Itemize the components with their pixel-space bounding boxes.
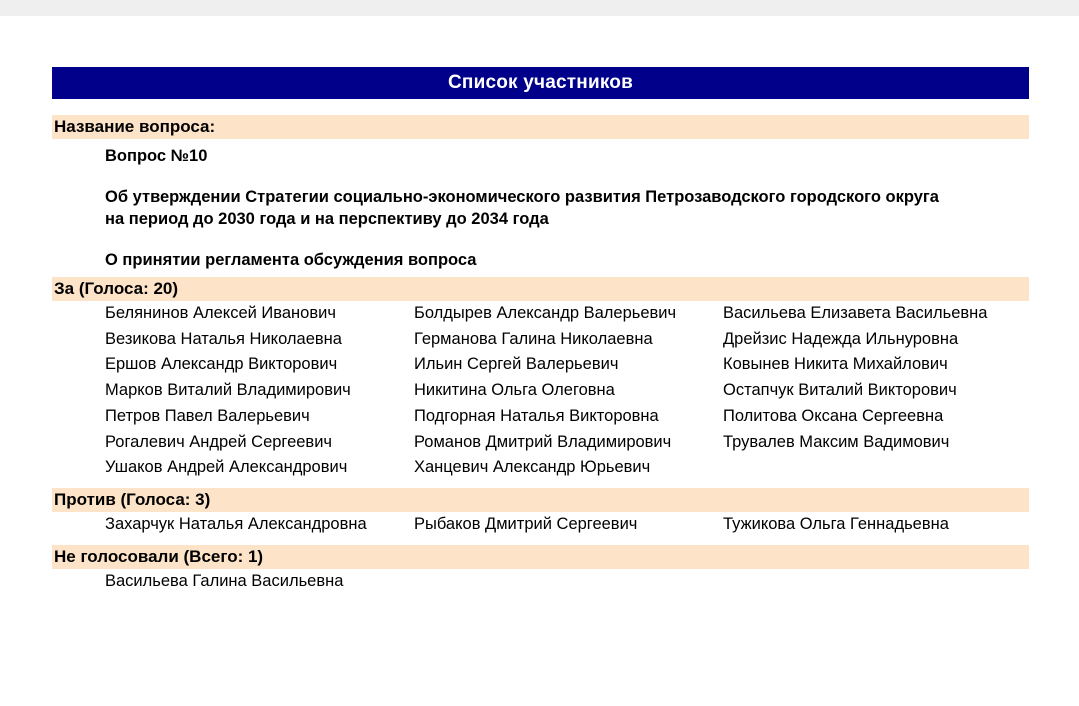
participant-name: Германова Галина Николаевна — [414, 329, 653, 348]
top-strip — [0, 0, 1079, 16]
participant-name: Трувалев Максим Вадимович — [723, 432, 950, 451]
participant-name: Рогалевич Андрей Сергеевич — [105, 432, 333, 451]
participant-name: Марков Виталий Владимирович — [105, 381, 351, 400]
participant-name: Ершов Александр Викторович — [105, 355, 338, 374]
not-voted-list — [52, 569, 1029, 595]
participant-name: Ушаков Андрей Александрович — [105, 458, 348, 477]
question-title — [105, 186, 1029, 230]
participant-name: Ильин Сергей Валерьевич — [414, 355, 619, 374]
participant-name: Рыбаков Дмитрий Сергеевич — [414, 514, 638, 533]
participant-name: Захарчук Наталья Александровна — [105, 514, 367, 533]
participant-name: Остапчук Виталий Викторович — [723, 381, 957, 400]
question-number: Вопрос №10 — [105, 147, 208, 165]
votes-against-list — [52, 512, 1029, 538]
votes-for-list — [52, 301, 1029, 481]
participants-document — [52, 67, 1029, 594]
participant-name: Болдырев Александр Валерьевич — [414, 304, 677, 322]
question-reglament: О принятии регламента обсуждения вопроса — [105, 251, 477, 269]
participant-name: Никитина Ольга Олеговна — [414, 381, 615, 400]
question-title-line: на период до 2030 года и на перспективу до 2034 года — [105, 210, 549, 228]
question-block — [52, 145, 1029, 271]
participant-name: Везикова Наталья Николаевна — [105, 329, 342, 348]
question-section-header: Название вопроса: — [52, 115, 1029, 139]
participant-name: Васильева Елизавета Васильевна — [723, 304, 988, 322]
not-voted-header: Не голосовали (Всего: 1) — [52, 545, 1029, 569]
participant-name: Политова Оксана Сергеевна — [723, 406, 944, 425]
question-title-line: Об утверждении Стратегии социально-экономического развития Петрозаводского городского округа — [105, 188, 939, 206]
participant-name: Романов Дмитрий Владимирович — [414, 432, 672, 451]
participant-name: Ханцевич Александр Юрьевич — [414, 458, 651, 477]
participant-name: Ковынев Никита Михайлович — [723, 355, 948, 374]
participant-name: Васильева Галина Васильевна — [105, 571, 344, 590]
participant-name: Тужикова Ольга Геннадьевна — [723, 514, 949, 533]
participant-name: Дрейзис Надежда Ильнуровна — [723, 329, 959, 348]
participant-name: Подгорная Наталья Викторовна — [414, 406, 659, 425]
document-title: Список участников — [52, 67, 1029, 99]
participant-name: Петров Павел Валерьевич — [105, 406, 310, 425]
votes-for-header: За (Голоса: 20) — [52, 277, 1029, 301]
votes-against-header: Против (Голоса: 3) — [52, 488, 1029, 512]
participant-name: Белянинов Алексей Иванович — [105, 304, 336, 322]
